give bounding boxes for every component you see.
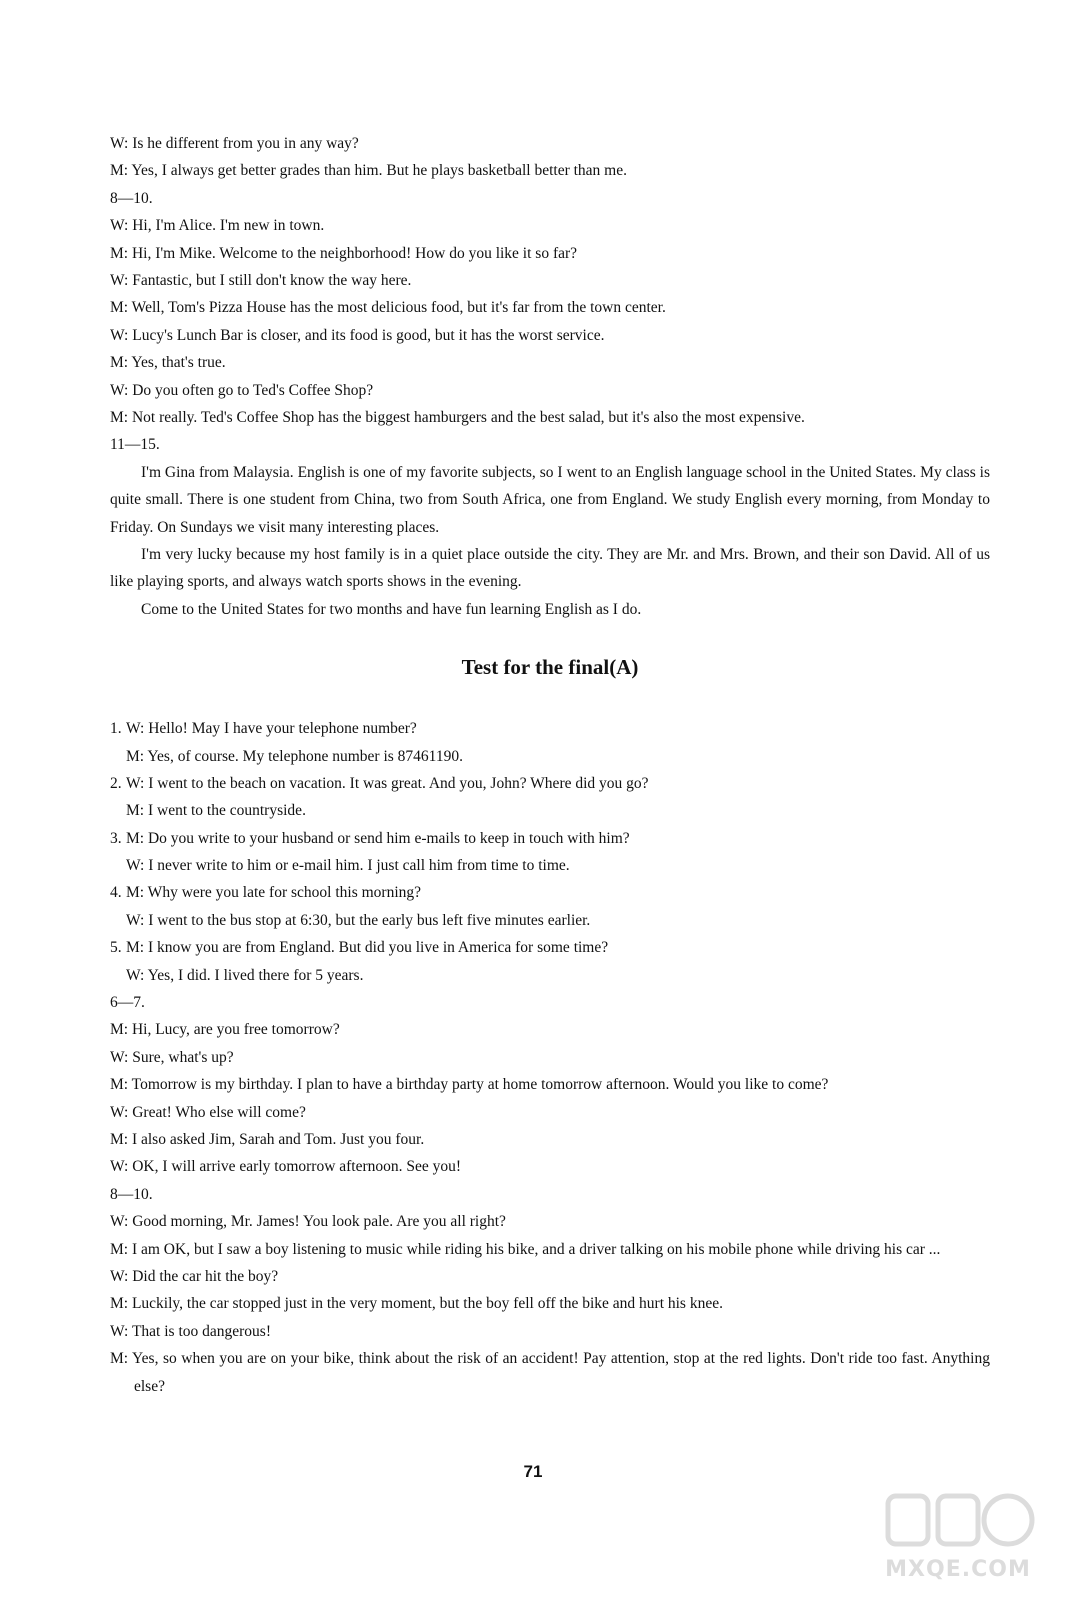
section-number: 8—10. bbox=[110, 189, 153, 207]
dialogue-line: M: Hi, Lucy, are you free tomorrow? bbox=[110, 1021, 340, 1039]
question-item bbox=[110, 879, 990, 934]
question-number: 3. bbox=[110, 829, 122, 847]
dialogue-line: M: Yes, I always get better grades than him. But he plays basketball better than me. bbox=[110, 162, 627, 180]
dialogue-line: M: I am OK, but I saw a boy listening to music while riding his bike, and a driver talking on his mobile phone while driving his car ... bbox=[110, 1240, 941, 1258]
dialogue-line: M: Not really. Ted's Coffee Shop has the biggest hamburgers and the best salad, but it's also the most expensive. bbox=[110, 408, 805, 426]
question-item bbox=[110, 825, 990, 880]
answer-line: M: I went to the countryside. bbox=[126, 802, 306, 820]
section-number: 11—15. bbox=[110, 436, 160, 454]
dialogue-6-7-section bbox=[110, 989, 990, 1181]
dialogue-8-10-section bbox=[110, 1181, 990, 1400]
page-number: 71 bbox=[523, 1462, 543, 1481]
answer-line: W: I went to the bus stop at 6:30, but the early bus left five minutes earlier. bbox=[126, 911, 591, 929]
section-number: 8—10. bbox=[110, 1185, 153, 1203]
dialogue-line: M: Yes, so when you are on your bike, think about the risk of an accident! Pay attention, stop at the red lights. Don't ride too fast. Anything else? bbox=[110, 1350, 990, 1395]
page-content bbox=[110, 130, 990, 1400]
question-item bbox=[110, 934, 990, 989]
answer-line: M: Yes, of course. My telephone number is 87461190. bbox=[126, 747, 463, 765]
passage-paragraph: Come to the United States for two months and have fun learning English as I do. bbox=[141, 600, 642, 618]
watermark bbox=[878, 1486, 1038, 1582]
question-line: M: I know you are from England. But did you live in America for some time? bbox=[126, 939, 609, 957]
dialogue-line: W: Fantastic, but I still don't know the way here. bbox=[110, 271, 412, 289]
question-number: 2. bbox=[110, 774, 122, 792]
watermark-text: MXQE.COM bbox=[885, 1557, 1031, 1582]
watermark-logo-icon bbox=[878, 1486, 1038, 1556]
dialogue-line: W: That is too dangerous! bbox=[110, 1322, 271, 1340]
dialogue-line: W: Do you often go to Ted's Coffee Shop? bbox=[110, 381, 374, 399]
question-item bbox=[110, 770, 990, 825]
passage-section bbox=[110, 459, 990, 623]
questions-section bbox=[110, 715, 990, 989]
section-number: 6—7. bbox=[110, 994, 145, 1012]
dialogue-line: M: Tomorrow is my birthday. I plan to have a birthday party at home tomorrow afternoon. Would you like to come? bbox=[110, 1076, 829, 1094]
dialogue-line: W: Sure, what's up? bbox=[110, 1048, 234, 1066]
question-item bbox=[110, 715, 990, 770]
question-number: 1. bbox=[110, 720, 122, 738]
passage-paragraph: I'm Gina from Malaysia. English is one of my favorite subjects, so I went to an English language school in the United States. My class is quite small. There is one student from China, two from South Africa, one from England. We study English every morning, from Monday to Friday. On Sundays we visit many interesting places. bbox=[110, 463, 990, 536]
question-line: W: I went to the beach on vacation. It was great. And you, John? Where did you go? bbox=[126, 774, 649, 792]
dialogue-line: M: Luckily, the car stopped just in the very moment, but the boy fell off the bike and hurt his knee. bbox=[110, 1295, 723, 1313]
dialogue-line: W: Is he different from you in any way? bbox=[110, 135, 359, 152]
passage-paragraph: I'm very lucky because my host family is in a quiet place outside the city. They are Mr. and Mrs. Brown, and their son David. All of us like playing sports, and always watch sports shows in the evening. bbox=[110, 545, 990, 591]
answer-line: W: I never write to him or e-mail him. I just call him from time to time. bbox=[126, 857, 570, 875]
question-line: M: Why were you late for school this morning? bbox=[126, 884, 422, 902]
dialogue-line: M: I also asked Jim, Sarah and Tom. Just you four. bbox=[110, 1130, 425, 1148]
question-number: 5. bbox=[110, 939, 122, 957]
question-line: W: Hello! May I have your telephone number? bbox=[126, 720, 417, 738]
dialogue-line: M: Well, Tom's Pizza House has the most delicious food, but it's far from the town center. bbox=[110, 299, 666, 317]
test-title: Test for the final(A) bbox=[461, 655, 639, 680]
dialogue-line: W: Hi, I'm Alice. I'm new in town. bbox=[110, 217, 325, 235]
dialogue-line: M: Yes, that's true. bbox=[110, 354, 226, 372]
previous-script-section bbox=[110, 130, 990, 459]
question-line: M: Do you write to your husband or send him e-mails to keep in touch with him? bbox=[126, 829, 630, 847]
answer-line: W: Yes, I did. I lived there for 5 years. bbox=[126, 966, 364, 984]
dialogue-line: W: Good morning, Mr. James! You look pale. Are you all right? bbox=[110, 1213, 506, 1231]
dialogue-line: M: Hi, I'm Mike. Welcome to the neighborhood! How do you like it so far? bbox=[110, 244, 578, 262]
question-number: 4. bbox=[110, 884, 122, 902]
dialogue-line: W: Did the car hit the boy? bbox=[110, 1267, 279, 1285]
dialogue-line: W: Lucy's Lunch Bar is closer, and its food is good, but it has the worst service. bbox=[110, 326, 605, 344]
dialogue-line: W: OK, I will arrive early tomorrow afternoon. See you! bbox=[110, 1158, 462, 1176]
dialogue-line: W: Great! Who else will come? bbox=[110, 1103, 306, 1121]
